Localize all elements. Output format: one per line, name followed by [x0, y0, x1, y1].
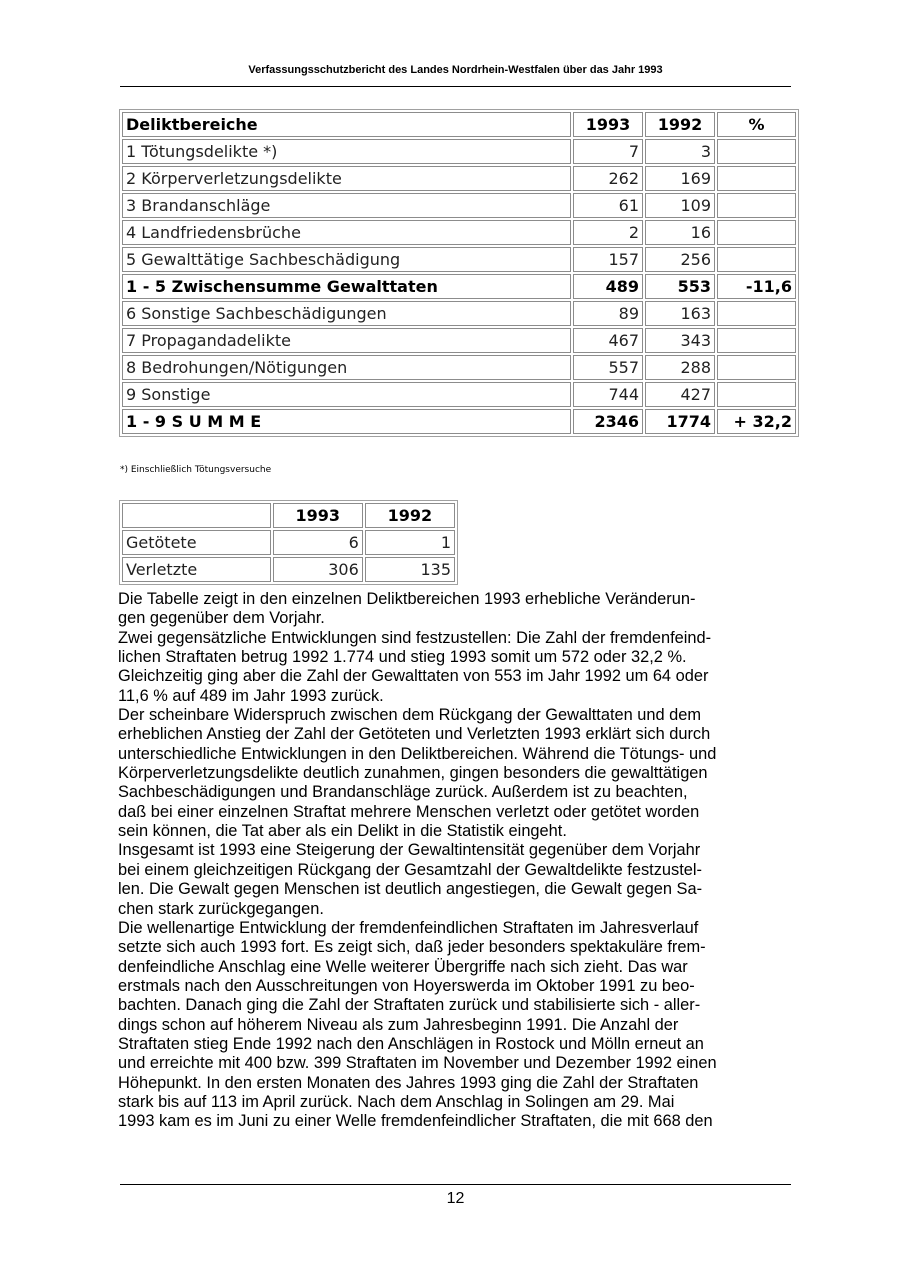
- value-1992-cell: 256: [645, 247, 715, 272]
- column-header: 1992: [365, 503, 455, 528]
- value-1993-cell: 467: [573, 328, 643, 353]
- text-line: Gleichzeitig ging aber die Zahl der Gewalttaten von 553 im Jahr 1992 um 64 oder: [118, 667, 709, 686]
- text-line: dings schon auf höherem Niveau als zum Jahresbeginn 1991. Die Anzahl der: [118, 1015, 679, 1034]
- label-cell: 1 - 9 S U M M E: [122, 409, 571, 434]
- text-line: daß bei einer einzelnen Straftat mehrere Menschen verletzt oder getötet worden: [118, 802, 700, 821]
- value-1993-cell: 2: [573, 220, 643, 245]
- percent-cell: [717, 328, 796, 353]
- text-line: Die Tabelle zeigt in den einzelnen Deliktbereichen 1993 erhebliche Veränderun-: [118, 590, 696, 608]
- body-text: [118, 590, 798, 1132]
- text-line: denfeindliche Anschlag eine Welle weiterer Übergriffe nach sich zieht. Das war: [118, 957, 688, 976]
- value-1993-cell: 6: [273, 530, 363, 555]
- column-header: 1993: [273, 503, 363, 528]
- value-1992-cell: 427: [645, 382, 715, 407]
- table-row: [122, 220, 796, 245]
- text-line: gen gegenüber dem Vorjahr.: [118, 609, 325, 628]
- text-line: len. Die Gewalt gegen Menschen ist deutlich angestiegen, die Gewalt gegen Sa-: [118, 880, 703, 899]
- table-row: [122, 301, 796, 326]
- percent-cell: [717, 382, 796, 407]
- text-line: Der scheinbare Widerspruch zwischen dem Rückgang der Gewalttaten und dem: [118, 706, 702, 725]
- value-1993-cell: 61: [573, 193, 643, 218]
- value-1992-cell: 553: [645, 274, 715, 299]
- value-1993-cell: 557: [573, 355, 643, 380]
- label-cell: 3 Brandanschläge: [122, 193, 571, 218]
- text-line: chen stark zurückgegangen.: [118, 899, 324, 918]
- value-1992-cell: 163: [645, 301, 715, 326]
- label-cell: Getötete: [122, 530, 271, 555]
- column-header: Deliktbereiche: [122, 112, 571, 137]
- text-line: bachten. Danach ging die Zahl der Straftaten zurück und stabilisierte sich - aller-: [118, 996, 701, 1015]
- value-1993-cell: 262: [573, 166, 643, 191]
- label-cell: 6 Sonstige Sachbeschädigungen: [122, 301, 571, 326]
- text-line: setzte sich auch 1993 fort. Es zeigt sich, daß jeder besonders spektakuläre frem-: [118, 938, 706, 957]
- text-line: Die wellenartige Entwicklung der fremdenfeindlichen Straftaten im Jahresverlauf: [118, 918, 699, 937]
- value-1992-cell: 288: [645, 355, 715, 380]
- footnote: *) Einschließlich Tötungsversuche: [120, 465, 272, 475]
- table-row: [122, 557, 455, 582]
- percent-cell: [717, 139, 796, 164]
- column-header: 1993: [573, 112, 643, 137]
- text-line: 11,6 % auf 489 im Jahr 1993 zurück.: [118, 686, 384, 705]
- value-1993-cell: 744: [573, 382, 643, 407]
- value-1993-cell: 306: [273, 557, 363, 582]
- value-1993-cell: 157: [573, 247, 643, 272]
- table-row: [122, 274, 796, 299]
- percent-cell: [717, 355, 796, 380]
- text-line: stark bis auf 113 im April zurück. Nach dem Anschlag in Solingen am 29. Mai: [118, 1092, 675, 1111]
- offense-table: [119, 109, 799, 437]
- label-cell: 5 Gewalttätige Sachbeschädigung: [122, 247, 571, 272]
- value-1993-cell: 7: [573, 139, 643, 164]
- value-1992-cell: 1: [365, 530, 455, 555]
- text-line: und erreichte mit 400 bzw. 399 Straftaten im November und Dezember 1992 einen: [118, 1054, 717, 1073]
- label-cell: Verletzte: [122, 557, 271, 582]
- column-header: %: [717, 112, 796, 137]
- column-header: 1992: [645, 112, 715, 137]
- text-line: Straftaten stieg Ende 1992 nach den Anschlägen in Rostock und Mölln erneut an: [118, 1034, 704, 1053]
- value-1993-cell: 89: [573, 301, 643, 326]
- value-1992-cell: 169: [645, 166, 715, 191]
- column-header: [122, 503, 271, 528]
- value-1992-cell: 1774: [645, 409, 715, 434]
- label-cell: 7 Propagandadelikte: [122, 328, 571, 353]
- text-line: sein können, die Tat aber als ein Delikt in die Statistik eingeht.: [118, 822, 567, 841]
- percent-cell: [717, 220, 796, 245]
- value-1992-cell: 135: [365, 557, 455, 582]
- table-row: [122, 328, 796, 353]
- label-cell: 1 - 5 Zwischensumme Gewalttaten: [122, 274, 571, 299]
- text-line: Zwei gegensätzliche Entwicklungen sind festzustellen: Die Zahl der fremdenfeind-: [118, 628, 712, 647]
- value-1992-cell: 343: [645, 328, 715, 353]
- offense-table-header: [122, 112, 796, 137]
- footer-rule: [120, 1184, 791, 1185]
- value-1992-cell: 16: [645, 220, 715, 245]
- percent-cell: [717, 193, 796, 218]
- table-row: [122, 166, 796, 191]
- text-line: Sachbeschädigungen und Brandanschläge zurück. Außerdem ist zu beachten,: [118, 783, 688, 802]
- table-row: [122, 139, 796, 164]
- percent-cell: -11,6: [717, 274, 796, 299]
- text-line: erheblichen Anstieg der Zahl der Getöteten und Verletzten 1993 erklärt sich durch: [118, 725, 711, 744]
- page-number: 12: [446, 1190, 465, 1207]
- percent-cell: [717, 166, 796, 191]
- label-cell: 2 Körperverletzungsdelikte: [122, 166, 571, 191]
- victims-table-header: [122, 503, 455, 528]
- victims-table: [119, 500, 458, 585]
- text-line: lichen Straftaten betrug 1992 1.774 und stieg 1993 somit um 572 oder 32,2 %.: [118, 648, 687, 667]
- percent-cell: [717, 301, 796, 326]
- table-row: [122, 355, 796, 380]
- value-1992-cell: 3: [645, 139, 715, 164]
- header-rule: [120, 86, 791, 87]
- page-header: Verfassungsschutzbericht des Landes Nordrhein-Westfalen über das Jahr 1993: [248, 64, 663, 76]
- label-cell: 1 Tötungsdelikte *): [122, 139, 571, 164]
- value-1993-cell: 489: [573, 274, 643, 299]
- label-cell: 8 Bedrohungen/Nötigungen: [122, 355, 571, 380]
- label-cell: 9 Sonstige: [122, 382, 571, 407]
- table-row: [122, 530, 455, 555]
- percent-cell: + 32,2: [717, 409, 796, 434]
- text-line: unterschiedliche Entwicklungen in den Deliktbereichen. Während die Tötungs- und: [118, 744, 717, 763]
- value-1992-cell: 109: [645, 193, 715, 218]
- table-row: [122, 193, 796, 218]
- text-line: erstmals nach den Ausschreitungen von Hoyerswerda im Oktober 1991 zu beo-: [118, 976, 695, 995]
- percent-cell: [717, 247, 796, 272]
- label-cell: 4 Landfriedensbrüche: [122, 220, 571, 245]
- value-1993-cell: 2346: [573, 409, 643, 434]
- table-row: [122, 382, 796, 407]
- text-line: Höhepunkt. In den ersten Monaten des Jahres 1993 ging die Zahl der Straftaten: [118, 1073, 699, 1092]
- text-line: bei einem gleichzeitigen Rückgang der Gesamtzahl der Gewaltdelikte festzustel-: [118, 860, 702, 879]
- text-line: Körperverletzungsdelikte deutlich zunahmen, gingen besonders die gewalttätigen: [118, 764, 708, 783]
- text-line: 1993 kam es im Juni zu einer Welle fremdenfeindlicher Straftaten, die mit 668 den: [118, 1112, 713, 1131]
- table-row: [122, 409, 796, 434]
- text-line: Insgesamt ist 1993 eine Steigerung der Gewaltintensität gegenüber dem Vorjahr: [118, 841, 701, 860]
- table-row: [122, 247, 796, 272]
